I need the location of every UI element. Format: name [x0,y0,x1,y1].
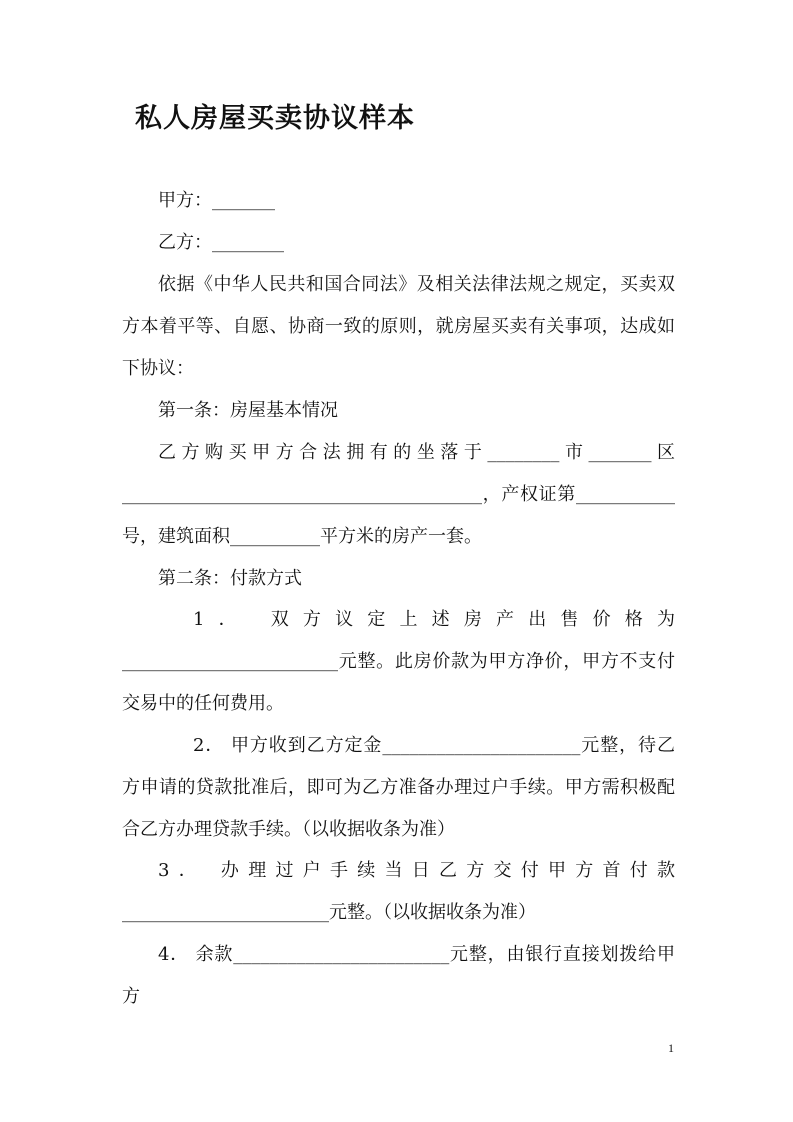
party-b-line: 乙方：________ [158,232,284,253]
clause-1-line-3: 交易中的任何费用。 [122,693,284,714]
clause-2-line-3: 合乙方办理贷款手续。（以收据收条为准） [122,819,455,840]
article-1-line-1: 乙方购买甲方合法拥有的坐落于________市_______区 [158,442,675,463]
clause-2-line-1: 2． 甲方收到乙方定金______________________元整，待乙 [193,735,675,756]
clause-4-line-1: 4． 余款________________________元整，由银行直接划拨给甲 [158,944,675,965]
document-title: 私人房屋买卖协议样本 [135,103,415,134]
clause-1-line-1: 1． 双方议定上述房产出售价格为 [193,609,675,630]
clause-3-line-1: 3． 办理过户手续当日乙方交付甲方首付款 [158,860,675,881]
preamble-line-2: 方本着平等、自愿、协商一致的原则，就房屋买卖有关事项，达成如 [122,316,675,337]
clause-1-line-2: ________________________元整。此房价款为甲方净价，甲方不支付 [122,651,675,672]
article-1-line-2: ________________________________________，产权证第___________ [122,484,675,505]
clause-2-line-2: 方申请的贷款批准后，即可为乙方准备办理过户手续。甲方需积极配 [122,777,675,798]
clause-4-line-2: 方 [122,986,140,1007]
preamble-line-1: 依据《中华人民共和国合同法》及相关法律法规之规定，买卖双 [158,274,675,295]
article-1-heading: 第一条：房屋基本情况 [158,400,338,421]
article-2-heading: 第二条：付款方式 [158,568,302,589]
preamble-line-3: 下协议： [122,358,194,379]
article-1-line-3: 号，建筑面积__________平方米的房产一套。 [122,526,482,547]
page-number: 1 [668,1041,674,1055]
clause-3-line-2: _______________________元整。（以收据收条为准） [122,902,536,923]
party-a-line: 甲方：_______ [158,190,275,211]
